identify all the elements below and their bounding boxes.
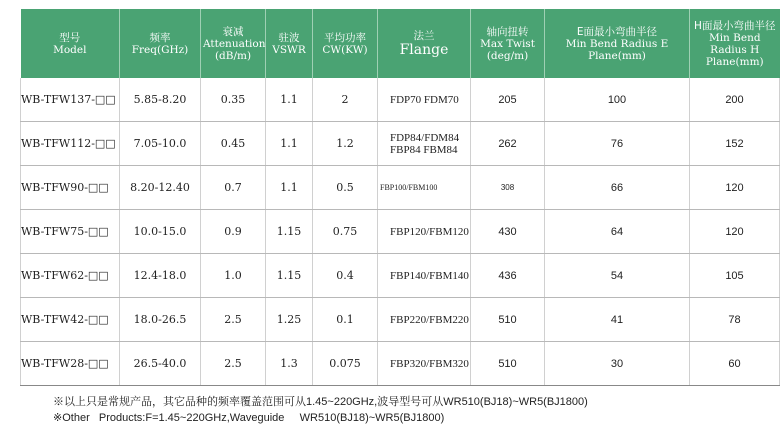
cell-e-radius: 66 bbox=[545, 166, 690, 210]
cell-flange: FBP220/FBM220 bbox=[378, 298, 471, 342]
cell-h-radius: 152 bbox=[690, 122, 780, 166]
cell-e-radius: 41 bbox=[545, 298, 690, 342]
cell-h-radius: 200 bbox=[690, 78, 780, 122]
col-header-cw: 平均功率 CW(KW) bbox=[313, 9, 378, 78]
cell-model: WB-TFW62-□□ bbox=[21, 254, 120, 298]
cell-vswr: 1.25 bbox=[266, 298, 313, 342]
cell-model: WB-TFW137-□□ bbox=[21, 78, 120, 122]
spec-table bbox=[20, 9, 780, 386]
cell-freq: 8.20-12.40 bbox=[120, 166, 201, 210]
note-zh: ※以上只是常规产品，其它品种的频率覆盖范围可从1.45~220GHz,波导型号可从WR510(BJ18)~WR5(BJ1800) bbox=[53, 396, 588, 408]
cell-atten: 0.45 bbox=[201, 122, 266, 166]
cell-h-radius: 120 bbox=[690, 210, 780, 254]
cell-vswr: 1.1 bbox=[266, 78, 313, 122]
cell-atten: 0.9 bbox=[201, 210, 266, 254]
footnotes bbox=[53, 394, 588, 426]
col-header-twist: 轴向扭转 Max Twist (deg/m) bbox=[471, 9, 545, 78]
cell-freq: 5.85-8.20 bbox=[120, 78, 201, 122]
cell-cw: 0.5 bbox=[313, 166, 378, 210]
col-header-h-radius: H面最小弯曲半径 Min Bend Radius H Plane(mm) bbox=[690, 9, 780, 78]
cell-vswr: 1.1 bbox=[266, 122, 313, 166]
cell-twist: 308 bbox=[471, 166, 545, 210]
table-row bbox=[21, 210, 780, 254]
cell-e-radius: 54 bbox=[545, 254, 690, 298]
cell-atten: 1.0 bbox=[201, 254, 266, 298]
cell-freq: 26.5-40.0 bbox=[120, 342, 201, 386]
cell-freq: 18.0-26.5 bbox=[120, 298, 201, 342]
cell-model: WB-TFW42-□□ bbox=[21, 298, 120, 342]
cell-h-radius: 105 bbox=[690, 254, 780, 298]
cell-h-radius: 60 bbox=[690, 342, 780, 386]
col-header-model: 型号 Model bbox=[21, 9, 120, 78]
col-header-vswr: 驻波 VSWR bbox=[266, 9, 313, 78]
cell-twist: 436 bbox=[471, 254, 545, 298]
table-row bbox=[21, 298, 780, 342]
cell-cw: 0.75 bbox=[313, 210, 378, 254]
cell-cw: 0.075 bbox=[313, 342, 378, 386]
cell-atten: 2.5 bbox=[201, 342, 266, 386]
note-en: ※Other Products:F=1.45~220GHz,Waveguide WR510(BJ18)~WR5(BJ1800) bbox=[53, 412, 445, 424]
col-header-e-radius: E面最小弯曲半径 Min Bend Radius E Plane(mm) bbox=[545, 9, 690, 78]
cell-model: WB-TFW28-□□ bbox=[21, 342, 120, 386]
cell-e-radius: 30 bbox=[545, 342, 690, 386]
cell-atten: 0.35 bbox=[201, 78, 266, 122]
cell-flange: FDP70 FDM70 bbox=[378, 78, 471, 122]
cell-e-radius: 100 bbox=[545, 78, 690, 122]
cell-twist: 262 bbox=[471, 122, 545, 166]
cell-model: WB-TFW90-□□ bbox=[21, 166, 120, 210]
cell-vswr: 1.3 bbox=[266, 342, 313, 386]
cell-vswr: 1.15 bbox=[266, 254, 313, 298]
table-row bbox=[21, 166, 780, 210]
cell-e-radius: 64 bbox=[545, 210, 690, 254]
table-row bbox=[21, 254, 780, 298]
cell-flange: FDP84/FDM84 FBP84 FBM84 bbox=[378, 122, 471, 166]
table-row bbox=[21, 122, 780, 166]
header-row bbox=[21, 9, 780, 78]
cell-twist: 510 bbox=[471, 342, 545, 386]
cell-vswr: 1.1 bbox=[266, 166, 313, 210]
col-header-freq: 频率 Freq(GHz) bbox=[120, 9, 201, 78]
cell-atten: 0.7 bbox=[201, 166, 266, 210]
cell-e-radius: 76 bbox=[545, 122, 690, 166]
cell-freq: 7.05-10.0 bbox=[120, 122, 201, 166]
cell-cw: 0.1 bbox=[313, 298, 378, 342]
cell-flange: FBP140/FBM140 bbox=[378, 254, 471, 298]
cell-model: WB-TFW75-□□ bbox=[21, 210, 120, 254]
cell-freq: 12.4-18.0 bbox=[120, 254, 201, 298]
cell-cw: 1.2 bbox=[313, 122, 378, 166]
cell-twist: 205 bbox=[471, 78, 545, 122]
cell-vswr: 1.15 bbox=[266, 210, 313, 254]
table-row bbox=[21, 78, 780, 122]
table-row bbox=[21, 342, 780, 386]
cell-twist: 510 bbox=[471, 298, 545, 342]
col-header-attenuation: 衰减 Attenuation (dB/m) bbox=[201, 9, 266, 78]
cell-model: WB-TFW112-□□ bbox=[21, 122, 120, 166]
cell-flange: FBP100/FBM100 bbox=[378, 166, 471, 210]
cell-h-radius: 120 bbox=[690, 166, 780, 210]
cell-twist: 430 bbox=[471, 210, 545, 254]
cell-cw: 2 bbox=[313, 78, 378, 122]
cell-flange: FBP120/FBM120 bbox=[378, 210, 471, 254]
cell-h-radius: 78 bbox=[690, 298, 780, 342]
cell-cw: 0.4 bbox=[313, 254, 378, 298]
cell-atten: 2.5 bbox=[201, 298, 266, 342]
cell-flange: FBP320/FBM320 bbox=[378, 342, 471, 386]
cell-freq: 10.0-15.0 bbox=[120, 210, 201, 254]
col-header-flange: 法兰 Flange bbox=[378, 9, 471, 78]
